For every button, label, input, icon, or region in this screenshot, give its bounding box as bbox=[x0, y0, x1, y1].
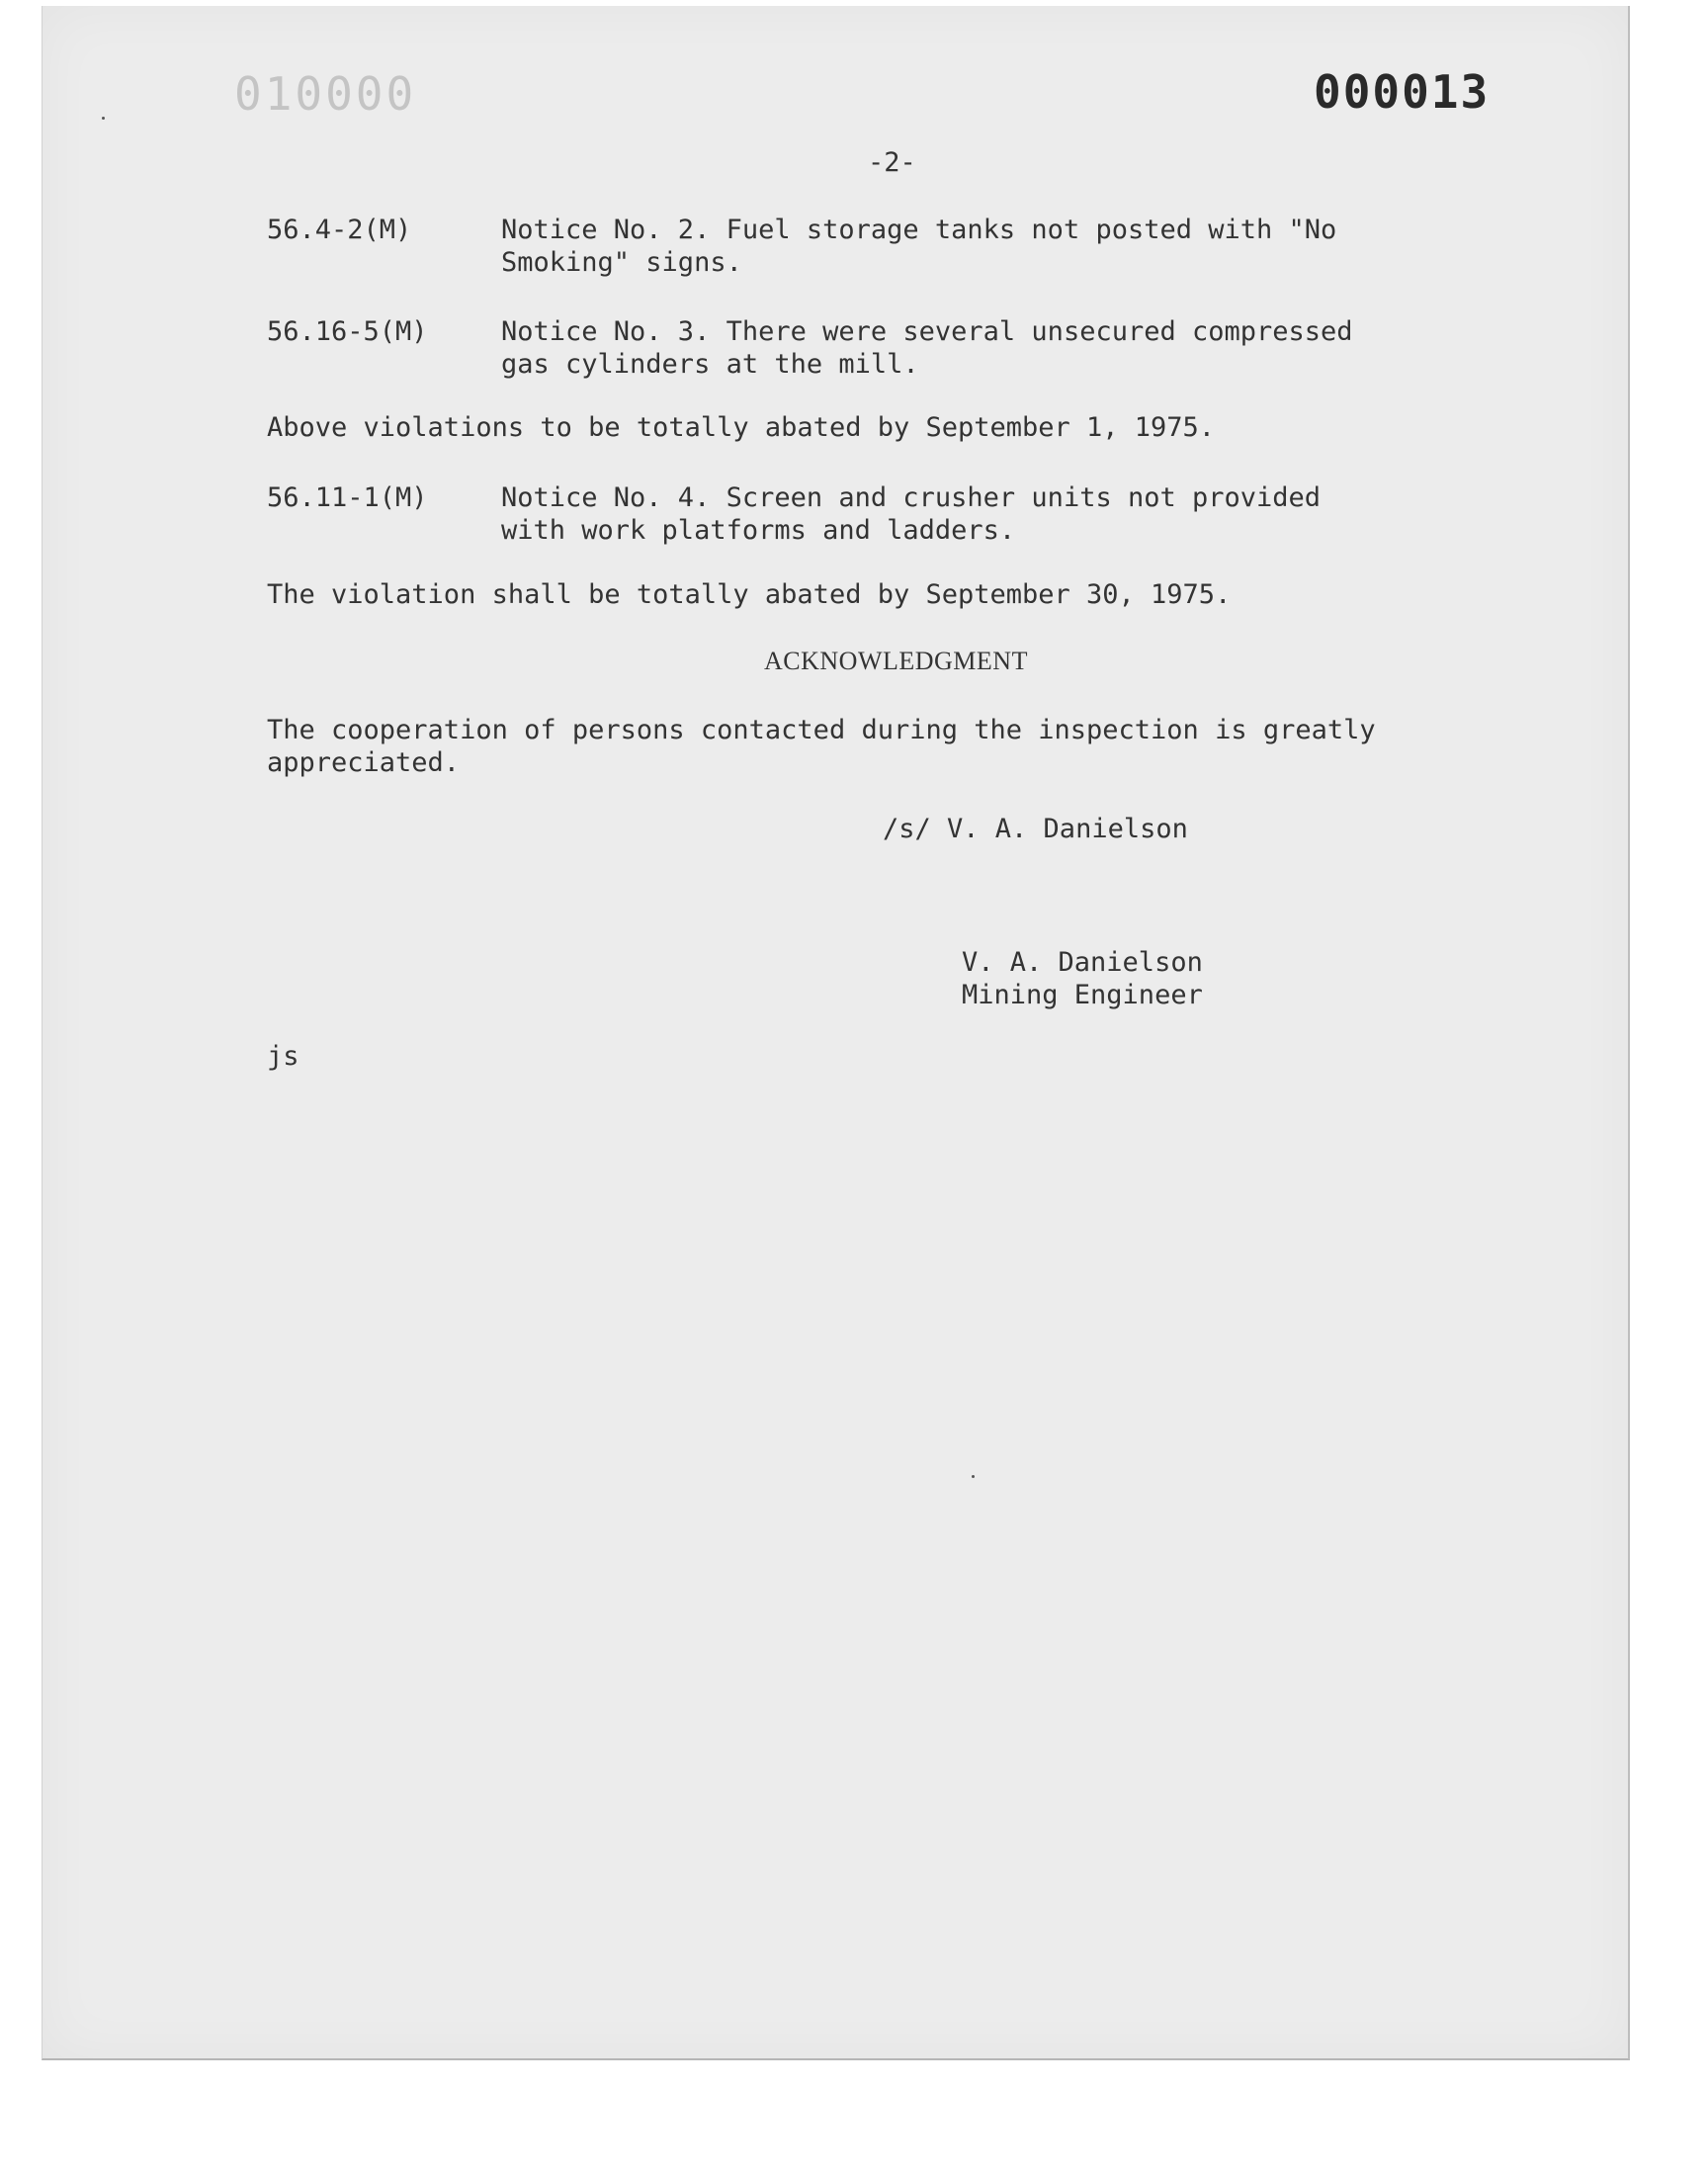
faint-stamp-number: 010000 bbox=[234, 67, 417, 121]
abatement-statement-1: Above violations to be totally abated by September 1, 1975. bbox=[267, 412, 1216, 443]
acknowledgment-text-line1: The cooperation of persons contacted during the inspection is greatly bbox=[267, 715, 1376, 745]
signer-title: Mining Engineer bbox=[962, 980, 1203, 1010]
violation-text-notice-2-line2: Smoking" signs. bbox=[501, 247, 742, 278]
violation-text-notice-3-line2: gas cylinders at the mill. bbox=[501, 349, 919, 380]
signer-name: V. A. Danielson bbox=[962, 947, 1203, 978]
violation-text-notice-4-line2: with work platforms and ladders. bbox=[501, 515, 1016, 546]
document-number-stamp: 000013 bbox=[1314, 65, 1491, 119]
violation-code-notice-2: 56.4-2(M) bbox=[267, 215, 412, 245]
violation-text-notice-3-line1: Notice No. 3. There were several unsecured compressed bbox=[501, 316, 1353, 347]
document-page bbox=[42, 6, 1630, 2060]
signed-signature-line: /s/ V. A. Danielson bbox=[883, 814, 1188, 844]
violation-code-notice-3: 56.16-5(M) bbox=[267, 316, 428, 347]
typist-initials: js bbox=[267, 1041, 299, 1072]
speck-mark bbox=[102, 117, 105, 120]
violation-text-notice-4-line1: Notice No. 4. Screen and crusher units not provided bbox=[501, 482, 1322, 513]
violation-text-notice-2-line1: Notice No. 2. Fuel storage tanks not posted with "No bbox=[501, 215, 1337, 245]
speck-mark bbox=[972, 1475, 975, 1478]
acknowledgment-text-line2: appreciated. bbox=[267, 747, 461, 778]
acknowledgment-heading: ACKNOWLEDGMENT bbox=[764, 647, 1028, 675]
page-number: -2- bbox=[868, 147, 916, 178]
violation-code-notice-4: 56.11-1(M) bbox=[267, 482, 428, 513]
abatement-statement-2: The violation shall be totally abated by September 30, 1975. bbox=[267, 579, 1232, 610]
